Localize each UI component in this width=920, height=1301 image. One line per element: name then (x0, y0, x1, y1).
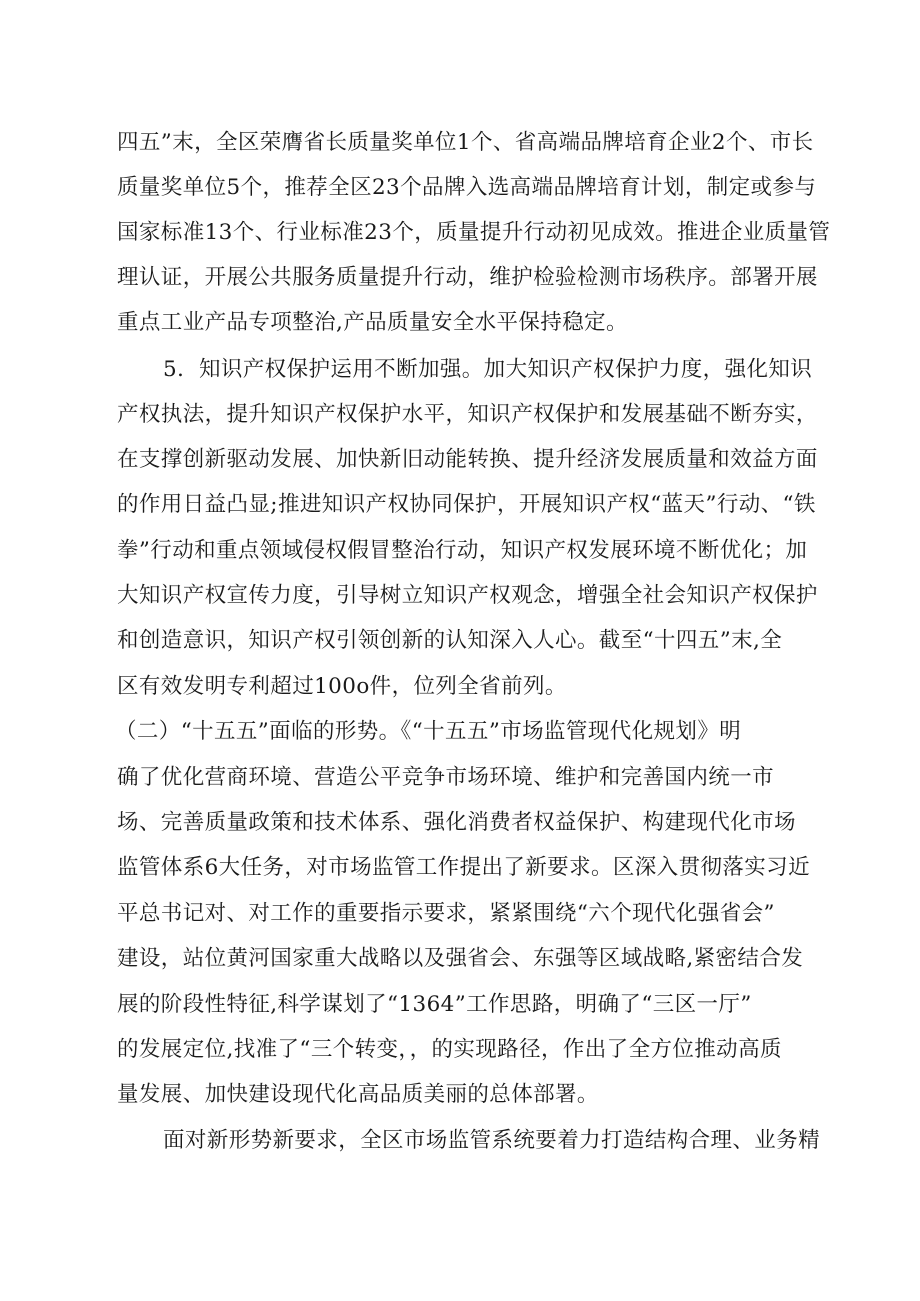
text-line: 大知识产权宣传力度，引导树立知识产权观念，增强全社会知识产权保护 (117, 583, 818, 608)
text-line: 产权执法，提升知识产权保护水平，知识产权保护和发展基础不断夯实， (117, 402, 818, 427)
text-line: 确了优化营商环境、营造公平竞争市场环境、维护和完善国内统一市 (117, 765, 775, 790)
paragraph-start-line: 面对新形势新要求，全区市场监管系统要着力打造结构合理、业务精 (163, 1128, 821, 1153)
text-line: 量发展、加快建设现代化高品质美丽的总体部署。 (117, 1082, 599, 1107)
text-line: 在支撑创新驱动发展、加快新旧动能转换、提升经济发展质量和效益方面 (117, 447, 818, 472)
text-line: 区有效发明专利超过100o件，位列全省前列。 (117, 674, 567, 699)
text-line: 监管体系6大任务，对市场监管工作提出了新要求。区深入贯彻落实习近 (117, 855, 810, 880)
text-line: 拳”行动和重点领域侵权假冒整治行动，知识产权发展环境不断优化；加 (117, 538, 808, 563)
text-line: 和创造意识，知识产权引领创新的认知深入人心。截至“十四五”末,全 (117, 628, 783, 653)
text-line: 国家标准13个、行业标准23个，质量提升行动初见成效。推进企业质量管 (117, 220, 831, 245)
section-heading-ip: 5．知识产权保护运用不断加强。加大知识产权保护力度，强化知识 (163, 357, 813, 382)
text-line: 平总书记对、对工作的重要指示要求，紧紧围绕“六个现代化强省会” (117, 901, 775, 926)
text-line: 四五”末，全区荣膺省长质量奖单位1个、省高端品牌培育企业2个、市长 (117, 130, 814, 155)
text-line: 理认证，开展公共服务质量提升行动，维护检验检测市场秩序。部署开展 (117, 265, 818, 290)
text-line: 展的阶段性特征,科学谋划了“1364”工作思路，明确了“三区一厅” (117, 992, 752, 1017)
text-line: 的发展定位,找准了“三个转变，，的实现路径，作出了全方位推动高质 (117, 1037, 782, 1062)
section-heading-situation: （二）“十五五”面临的形势。《“十五五”市场监管现代化规划》明 (115, 719, 742, 744)
text-line: 质量奖单位5个，推荐全区23个品牌入选高端品牌培育计划，制定或参与 (117, 175, 817, 200)
text-line: 建设，站位黄河国家重大战略以及强省会、东强等区域战略,紧密结合发 (117, 946, 804, 971)
text-line: 场、完善质量政策和技术体系、强化消费者权益保护、构建现代化市场 (117, 810, 796, 835)
text-line: 的作用日益凸显;推进知识产权协同保护，开展知识产权“蓝天”行动、“铁 (117, 492, 816, 517)
text-line: 重点工业产品专项整治,产品质量安全水平保持稳定。 (117, 310, 628, 335)
